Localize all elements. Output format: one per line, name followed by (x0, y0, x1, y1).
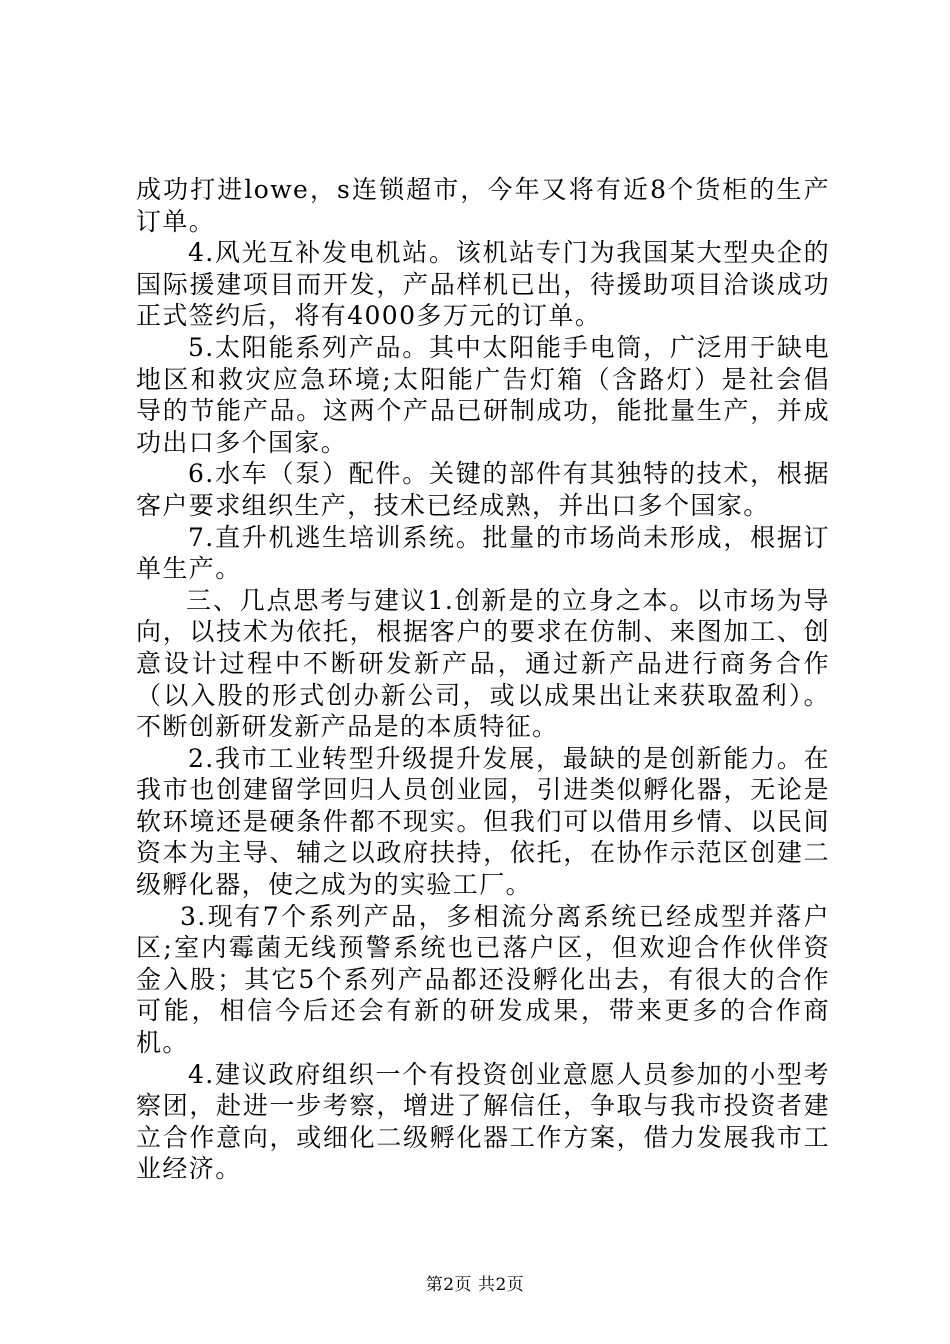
paragraph-item-6-waterwheel: 6.水车（泵）配件。关键的部件有其独特的技术，根据客户要求组织生产，技术已经成熟，并出口多个国家。 (136, 459, 830, 520)
paragraph-suggestion-4: 4.建议政府组织一个有投资创业意愿人员参加的小型考察团，赴进一步考察，增进了解信任，争取与我市投资者建立合作意向，或细化二级孵化器工作方案，借力发展我市工业经济。 (136, 1059, 830, 1184)
paragraph-item-4-wind-solar: 4.风光互补发电机站。该机站专门为我国某大型央企的国际援建项目而开发，产品样机已出，待援助项目洽谈成功正式签约后，将有4000多万元的订单。 (136, 238, 830, 331)
paragraph-item-5-solar-products: 5.太阳能系列产品。其中太阳能手电筒，广泛用于缺电地区和救灾应急环境;太阳能广告灯箱（含路灯）是社会倡导的节能产品。这两个产品已研制成功，能批量生产，并成功出口多个国家。 (136, 332, 830, 457)
paragraph-suggestion-3: 3.现有7个系列产品，多相流分离系统已经成型并落户区;室内霉菌无线预警系统也已落户区，但欢迎合作伙伴资金入股；其它5个系列产品都还没孵化出去，有很大的合作可能，相信今后还会有新的研发成果，带来更多的合作商机。 (136, 901, 830, 1058)
paragraph-continuation: 成功打进lowe，s连锁超市，今年又将有近8个货柜的生产订单。 (136, 175, 830, 236)
document-body (136, 174, 830, 1185)
paragraph-item-7-helicopter: 7.直升机逃生培训系统。批量的市场尚未形成，根据订单生产。 (136, 522, 830, 584)
paragraph-section-3-suggestions: 三、几点思考与建议1.创新是的立身之本。以市场为导向，以技术为依托，根据客户的要求在仿制、来图加工、创意设计过程中不断研发新产品，通过新产品进行商务合作（以入股的形式创办新公司，或以成果出让来获取盈利）。不断创新研发新产品是的本质特征。 (136, 585, 830, 742)
page-number-footer: 第2页 共2页 (425, 1275, 525, 1295)
paragraph-suggestion-2: 2.我市工业转型升级提升发展，最缺的是创新能力。在我市也创建留学回归人员创业园，引进类似孵化器，无论是软环境还是硬条件都不现实。但我们可以借用乡情、以民间资本为主导、辅之以政府扶持，依托，在协作示范区创建二级孵化器，使之成为的实验工厂。 (136, 743, 830, 900)
